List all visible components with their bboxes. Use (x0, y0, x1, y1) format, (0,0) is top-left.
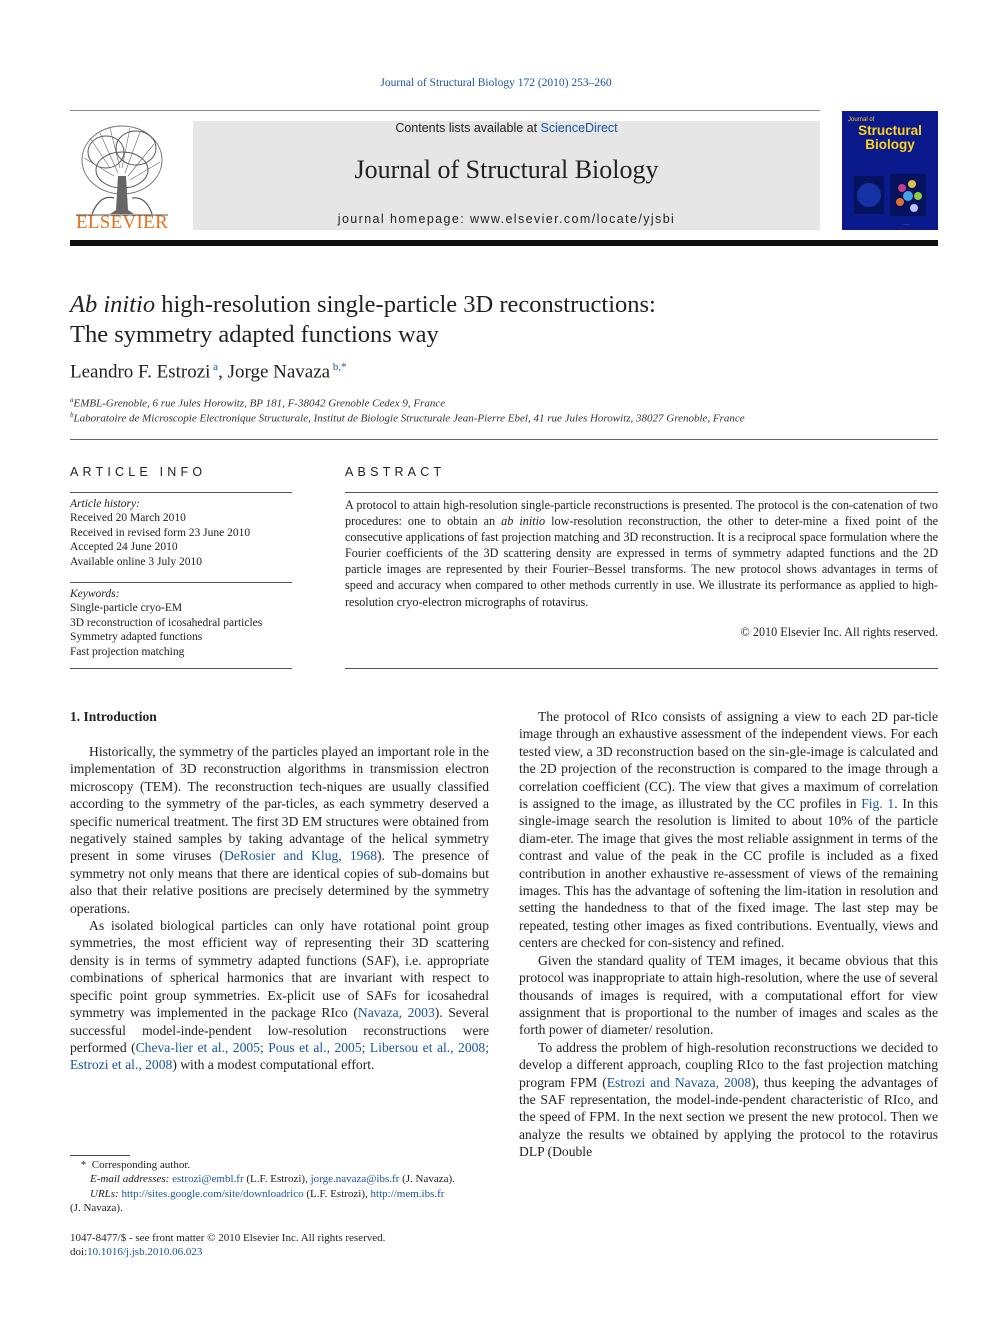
paragraph: The protocol of RIco consists of assigning a view to each 2D par-ticle image through an exhaustive assessment of the independent views. For each tested view, a 3D reconstruction based on the sin-gle-image is calculated and the 2D projection of the reconstruction is compared to the image through a correlation coefficient (CC). The view that gives a maximum of correlation is assigned to the image, as illustrated by the CC profiles in Fig. 1. In this single-image search the resolution is limited to about 10% of the particle diam-eter. The image that gives the most reliable assignment in terms of the contrast and value of the peak in the CC profile is included as a fixed contribution in another exhaustive re-assessment of views of the remaining images. This has the advantage of softening the lim-itation in resolution and setting the handedness to that of the fixed image. The last step may be repeated, testing other images as fixed contributions. Eventually, views and centers are checked for con-sistency and refined. (519, 709, 938, 951)
copyright-notice: © 2010 Elsevier Inc. All rights reserved. (740, 625, 938, 639)
paragraph: As isolated biological particles can only have rotational point group symmetries, the most efficient way of representing their 3D scattering density is in terms of symmetry adapted functions (SAF), i.e. appropriate combinations of spherical harmonics that are invariant with respect to specific point group symmetries. Ex-plicit use of SAFs for icosahedral symmetry was implemented in the package RIco (Navaza, 2003). Several successful model-inde-pendent low-resolution reconstructions were performed (Cheva-lier et al., 2005; Pous et al., 2005; Libersou et al., 2008; Estrozi et al., 2008) with a modest computational effort. (70, 918, 489, 1073)
url-link[interactable]: http://sites.google.com/site/downloadrico (121, 1187, 304, 1200)
affiliation: $^a$EMBL-Grenoble, 6 rue Jules Horowitz, BP 181, F-38042 Grenoble Cedex 9, France (70, 396, 446, 410)
paragraph: Given the standard quality of TEM images, it became obvious that this protocol was inappropriate to attain high-resolution, where the use of several thousands of images is required, with a computational effort for view assignment that is proportional to the number of images and scales as the forth power of diameter/ resolution. (519, 952, 938, 1038)
journal-title: Journal of Structural Biology (354, 155, 659, 184)
sciencedirect-link[interactable]: ScienceDirect (540, 121, 618, 135)
title-italic: Ab initio (70, 291, 156, 318)
keywords-rule (70, 582, 292, 583)
history-item: Received 20 March 2010 (70, 512, 186, 525)
journal-reference-link[interactable]: Journal of Structural Biology 172 (2010) 253–260 (380, 77, 612, 89)
journal-cover-thumbnail[interactable] (842, 111, 938, 230)
urls: URLs: http://sites.google.com/site/downloadrico (L.F. Estrozi), http://mem.ibs.fr (90, 1187, 445, 1200)
footnote-rule (70, 1155, 130, 1156)
journal-homepage[interactable]: journal homepage: www.elsevier.com/locate/yjsbi (337, 212, 676, 226)
contents-prefix: Contents lists available at (395, 121, 541, 135)
history-item: Received in revised form 23 June 2010 (70, 526, 251, 539)
keyword-item: Symmetry adapted functions (70, 631, 203, 644)
article-title (70, 290, 950, 350)
email-link[interactable]: jorge.navaza@ibs.fr (310, 1173, 400, 1186)
corresponding-author-note: * Corresponding author. (78, 1159, 191, 1171)
article-info-bottom-rule (70, 668, 292, 669)
abstract-rule (345, 492, 938, 493)
article-info-rule (70, 492, 292, 493)
author-affiliation-marker[interactable]: a (213, 361, 219, 373)
author-list (70, 361, 347, 383)
article-history (70, 497, 292, 569)
cover-image (842, 166, 938, 230)
history-item: Available online 3 July 2010 (70, 555, 203, 568)
url-owner: (J. Navaza). (70, 1202, 123, 1214)
cover-title-line2: Biology (865, 137, 915, 152)
author-separator: , (218, 361, 228, 383)
svg-text:·····: ····· (902, 222, 911, 228)
email-addresses: E-mail addresses: estrozi@embl.fr (L.F. Estrozi), jorge.navaza@ibs.fr (J. Navaza). (90, 1173, 455, 1186)
abstract-bottom-rule (345, 668, 938, 669)
citation-link[interactable]: Navaza, 2003 (357, 1005, 435, 1021)
cover-title-line1: Structural (858, 123, 922, 138)
keyword-item: Single-particle cryo-EM (70, 602, 183, 615)
article-info-heading: ARTICLE INFO (70, 465, 207, 479)
left-column-text (70, 743, 489, 1074)
author-name[interactable]: Leandro F. Estrozi (70, 361, 211, 383)
author-name[interactable]: Jorge Navaza (227, 361, 331, 383)
url-link[interactable]: http://mem.ibs.fr (370, 1187, 445, 1200)
history-label: Article history: (70, 498, 140, 510)
keywords (70, 587, 292, 659)
elsevier-wordmark: ELSEVIER (75, 212, 169, 233)
abstract-text: A protocol to attain high-resolution single-particle reconstructions is presented. The protocol is the con-catenation of two procedures: one to obtain an ab initio low-resolution reconstruction, the other to deter-mine a fixed point of the consecutive applications of fast projection matching and 3D reconstruction. It is a reciprocal space formulation where the Fourier coefficients of the 3D scattering density are expressed in terms of symmetry adapted functions and the 2D particle images are represented by their Fourier–Bessel transforms. The new protocol shows advantages in terms of speed and accuracy when compared to other methods currently in use. We illustrate its performance as applied to high-resolution cryo-electron micrographs of rotavirus. (345, 498, 938, 609)
title-line2: The symmetry adapted functions way (70, 321, 439, 348)
paragraph: Historically, the symmetry of the particles played an important role in the implementation of 3D reconstruction algorithms in transmission electron microscopy (TEM). The reconstruction tech-niques are usually classified according to the symmetry of the par-ticles, as each symmetry deserved a specific numerical treatment. The first 3D EM structures were obtained from negatively stained samples by taking advantage of the helical symmetry present in some viruses (DeRosier and Klug, 1968). The presence of symmetry not only means that there are identical copies of sub-domains but also that their relative positions are precisely determined by the symmetry operations. (70, 744, 489, 916)
footnotes (78, 1158, 489, 1201)
section-heading-introduction: 1. Introduction (70, 709, 157, 724)
cover-title (842, 117, 938, 152)
title-line1-rest: high-resolution single-particle 3D reconstructions: (155, 291, 656, 318)
affiliation-rule (70, 439, 938, 440)
history-item: Accepted 24 June 2010 (70, 541, 178, 554)
email-link[interactable]: estrozi@embl.fr (172, 1173, 244, 1186)
figure-link[interactable]: Fig. 1 (861, 796, 895, 812)
author-affiliation-marker[interactable]: b,* (332, 361, 347, 373)
abstract-heading: ABSTRACT (345, 465, 446, 479)
header-thick-rule (70, 240, 938, 246)
header-rule (70, 110, 820, 111)
keyword-item: 3D reconstruction of icosahedral particles (70, 616, 263, 629)
keyword-item: Fast projection matching (70, 645, 185, 658)
citation-link[interactable]: DeRosier and Klug, 1968 (223, 848, 378, 864)
citation-link[interactable]: Estrozi and Navaza, 2008 (606, 1074, 752, 1090)
doi-link[interactable]: 10.1016/j.jsb.2010.06.023 (87, 1246, 203, 1258)
contents-line (193, 121, 820, 135)
paragraph: To address the problem of high-resolution reconstructions we decided to develop a different approach, coupling RIco to the fast projection matching program FPM (Estrozi and Navaza, 2008), thus keeping the advantages of the SAF representation, the model-inde-pendent characteristic of RIco, and the speed of FPM. In the next section we present the new protocol. Then we analyze the results we obtained by applying the protocol to the rotavirus DLP (Double (519, 1039, 938, 1160)
citation-link[interactable]: Cheva-lier et al., 2005; Pous et al., 2005; Libersou et al., 2008; Estrozi et al., 2008 (70, 1039, 489, 1073)
keywords-label: Keywords: (70, 588, 120, 600)
doi-line: doi:10.1016/j.jsb.2010.06.023 (70, 1246, 203, 1258)
affiliation: $^b$Laboratoire de Microscopie Electronique Structurale, Institut de Biologie Structurale Jean-Pierre Ebel, 41 rue Jules Horowitz, 38027 Grenoble, France (70, 411, 745, 425)
cover-small-text: Journal of (848, 117, 875, 123)
issn-line: 1047-8477/$ - see front matter © 2010 Elsevier Inc. All rights reserved. (70, 1232, 386, 1244)
right-column-text (519, 708, 938, 1161)
